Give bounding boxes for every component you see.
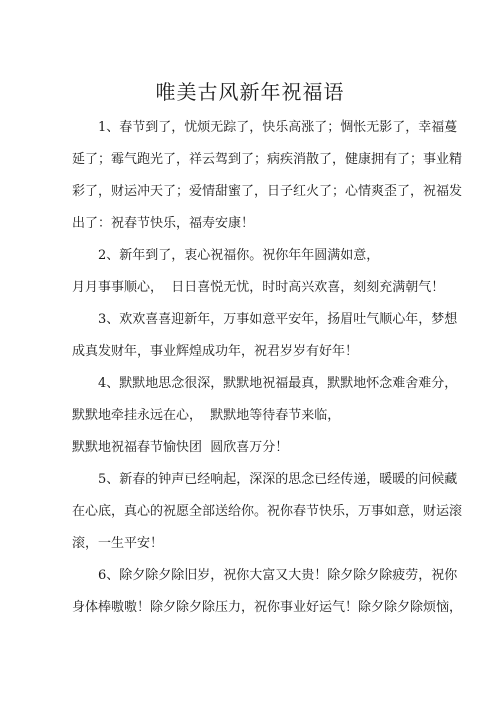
- paragraph-line: 4、默默地思念很深，默默地祝福最真，默默地怀念难舍难分，: [98, 376, 458, 391]
- paragraph-6: [72, 560, 463, 624]
- paragraph-line: 滚，一生平安！: [72, 536, 164, 551]
- paragraph-line: 5、新春的钟声已经响起，深深的思念已经传递，暖暖的问候藏: [98, 472, 458, 487]
- paragraph-5: [72, 464, 463, 560]
- paragraph-2: [72, 240, 445, 304]
- paragraph-line: 6、除夕除夕除旧岁，祝你大富又大贵！除夕除夕除疲劳，祝你: [98, 568, 458, 583]
- paragraph-line: 月月事事顺心， 日日喜悦无忧，时时高兴欢喜，刻刻充满朝气！: [72, 280, 445, 295]
- paragraph-line: 彩了，财运冲天了；爱情甜蜜了，日子红火了；心情爽歪了，祝福发: [72, 184, 463, 199]
- paragraph-3: [72, 304, 458, 368]
- paragraph-line: 身体棒嗷嗷！除夕除夕除压力，祝你事业好运气！除夕除夕除烦恼，: [72, 600, 463, 615]
- paragraph-line: 在心底，真心的祝愿全部送给你。祝你春节快乐，万事如意，财运滚: [72, 504, 463, 519]
- paragraph-line: 1、春节到了，忧烦无踪了，快乐高涨了；惆怅无影了，幸福蔓: [98, 120, 458, 135]
- paragraph-line: 3、欢欢喜喜迎新年，万事如意平安年，扬眉吐气顺心年，梦想: [98, 312, 458, 327]
- paragraph-line: 默默地牵挂永远在心， 默默地等待春节来临，: [72, 408, 341, 423]
- paragraph-line: 延了；霉气跑光了，祥云驾到了；病疾消散了，健康拥有了；事业精: [72, 152, 463, 167]
- document-body: [72, 112, 463, 624]
- paragraph-line: 默默地祝福春节愉快团 圆欣喜万分！: [72, 440, 289, 455]
- paragraph-4: [72, 368, 458, 464]
- paragraph-line: 出了：祝春节快乐，福寿安康！: [72, 216, 255, 231]
- paragraph-line: 2、新年到了，衷心祝福你。祝你年年圆满如意，: [98, 248, 380, 263]
- paragraph-line: 成真发财年，事业辉煌成功年，祝君岁岁有好年！: [72, 344, 359, 359]
- paragraph-1: [72, 112, 463, 240]
- document-title: 唯美古风新年祝福语: [155, 80, 345, 104]
